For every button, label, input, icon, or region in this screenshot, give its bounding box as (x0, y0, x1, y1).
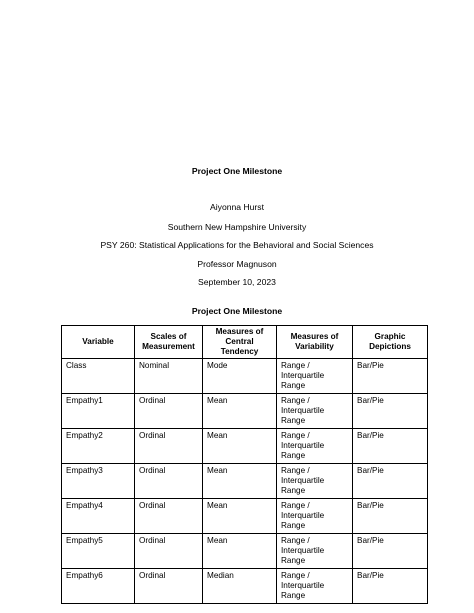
table-row (62, 359, 428, 394)
author-name: Aiyonna Hurst (210, 202, 264, 212)
cell-variable: Empathy6 (62, 569, 135, 604)
course-name: PSY 260: Statistical Applications for the Behavioral and Social Sciences (100, 240, 374, 250)
cell-variability: Range / Interquartile Range (277, 429, 353, 464)
cell-variable: Empathy4 (62, 499, 135, 534)
header-variability: Measures of Variability (277, 326, 353, 359)
header-scales: Scales of Measurement (135, 326, 203, 359)
cell-variability: Range / Interquartile Range (277, 534, 353, 569)
cell-central-tendency: Mean (203, 499, 277, 534)
cell-graphic: Bar/Pie (353, 499, 428, 534)
cell-central-tendency: Mean (203, 464, 277, 499)
table-row (62, 569, 428, 604)
table-row (62, 464, 428, 499)
cell-scale: Ordinal (135, 534, 203, 569)
cell-variability: Range / Interquartile Range (277, 394, 353, 429)
document-date: September 10, 2023 (198, 277, 276, 287)
cell-graphic: Bar/Pie (353, 359, 428, 394)
cell-graphic: Bar/Pie (353, 464, 428, 499)
cell-variable: Empathy3 (62, 464, 135, 499)
header-graphic: Graphic Depictions (353, 326, 428, 359)
cell-scale: Ordinal (135, 464, 203, 499)
cell-scale: Ordinal (135, 499, 203, 534)
variables-table (61, 325, 428, 604)
table-row (62, 429, 428, 464)
professor-name: Professor Magnuson (197, 259, 277, 269)
cover-title: Project One Milestone (191, 166, 283, 176)
cell-central-tendency: Mode (203, 359, 277, 394)
cell-central-tendency: Mean (203, 429, 277, 464)
table-row (62, 534, 428, 569)
cell-graphic: Bar/Pie (353, 534, 428, 569)
cell-variability: Range / Interquartile Range (277, 464, 353, 499)
header-central-tendency: Measures of Central Tendency (203, 326, 277, 359)
cell-variability: Range / Interquartile Range (277, 569, 353, 604)
cell-scale: Ordinal (135, 429, 203, 464)
cell-central-tendency: Median (203, 569, 277, 604)
cell-variability: Range / Interquartile Range (277, 359, 353, 394)
institution-name: Southern New Hampshire University (167, 222, 307, 232)
cell-scale: Ordinal (135, 569, 203, 604)
cell-variability: Range / Interquartile Range (277, 499, 353, 534)
table-row (62, 499, 428, 534)
cell-variable: Empathy5 (62, 534, 135, 569)
section-heading: Project One Milestone (191, 306, 283, 316)
header-variable: Variable (62, 326, 135, 359)
cell-scale: Ordinal (135, 394, 203, 429)
cell-central-tendency: Mean (203, 534, 277, 569)
cell-variable: Empathy1 (62, 394, 135, 429)
table-row (62, 394, 428, 429)
cell-variable: Class (62, 359, 135, 394)
cell-graphic: Bar/Pie (353, 394, 428, 429)
cell-variable: Empathy2 (62, 429, 135, 464)
cell-central-tendency: Mean (203, 394, 277, 429)
cell-graphic: Bar/Pie (353, 429, 428, 464)
table-header-row (62, 326, 428, 359)
cell-scale: Nominal (135, 359, 203, 394)
cell-graphic: Bar/Pie (353, 569, 428, 604)
